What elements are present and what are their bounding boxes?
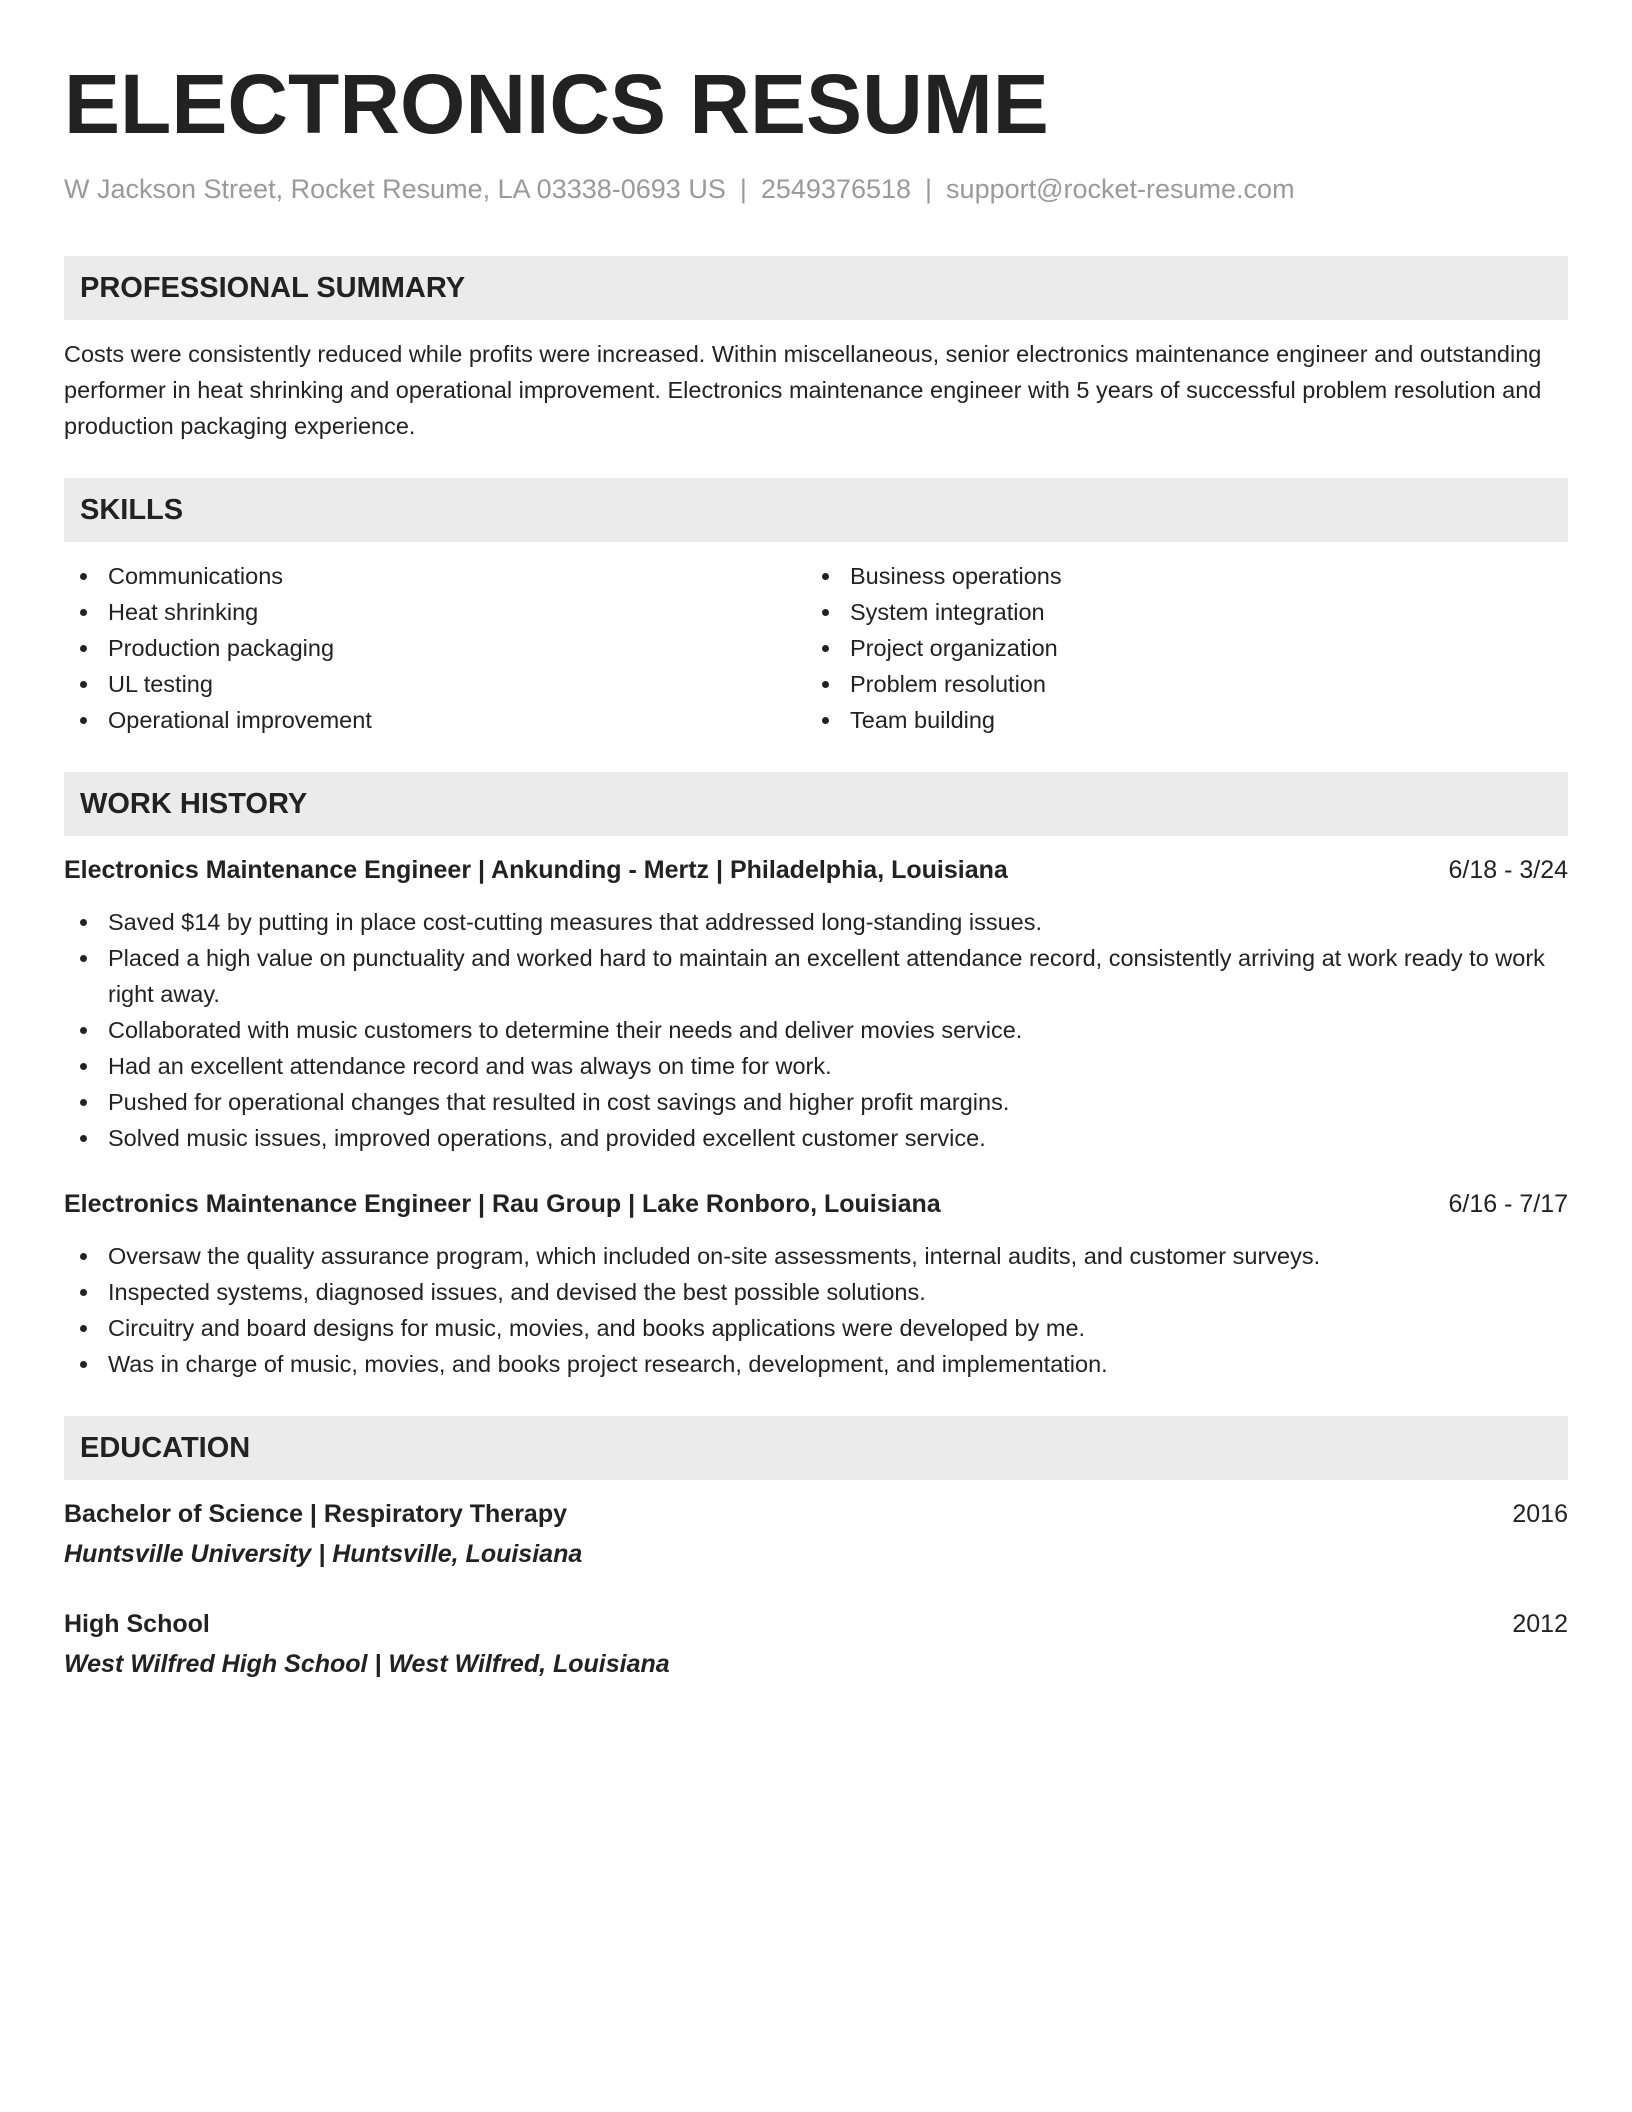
education-year: 2012 xyxy=(1512,1610,1568,1638)
section-heading-skills: SKILLS xyxy=(64,478,1568,542)
skill-item: Heat shrinking xyxy=(64,594,806,630)
job-bullet: Saved $14 by putting in place cost-cutting measures that addressed long-standing issues. xyxy=(64,904,1568,940)
skills-column-right xyxy=(806,558,1548,738)
job-bullet: Placed a high value on punctuality and worked hard to maintain an excellent attendance record, consistently arriving at work ready to work right away. xyxy=(64,940,1568,1012)
section-heading-education: EDUCATION xyxy=(64,1416,1568,1480)
job-bullets xyxy=(64,1238,1568,1382)
skill-item: Production packaging xyxy=(64,630,806,666)
skill-item: Project organization xyxy=(806,630,1548,666)
job-bullet: Pushed for operational changes that resulted in cost savings and higher profit margins. xyxy=(64,1084,1568,1120)
job-bullets xyxy=(64,904,1568,1156)
skill-item: Operational improvement xyxy=(64,702,806,738)
job-title: Electronics Maintenance Engineer | Ankunding - Mertz | Philadelphia, Louisiana xyxy=(64,856,1008,884)
skills-list xyxy=(64,558,1568,738)
section-heading-work-history: WORK HISTORY xyxy=(64,772,1568,836)
contact-separator: | xyxy=(925,174,933,204)
job-bullet: Oversaw the quality assurance program, which included on-site assessments, internal audits, and customer surveys. xyxy=(64,1238,1568,1274)
job-bullet: Was in charge of music, movies, and books project research, development, and implementation. xyxy=(64,1346,1568,1382)
summary-text: Costs were consistently reduced while profits were increased. Within miscellaneous, senior electronics maintenance engineer and outstanding performer in heat shrinking and operational improvement. Electronics maintenance engineer with 5 years of successful problem resolution and production packaging experience. xyxy=(64,341,1542,439)
skill-item: System integration xyxy=(806,594,1548,630)
job-bullet: Inspected systems, diagnosed issues, and devised the best possible solutions. xyxy=(64,1274,1568,1310)
skill-item: Team building xyxy=(806,702,1548,738)
section-heading-summary: PROFESSIONAL SUMMARY xyxy=(64,256,1568,320)
job-bullet: Had an excellent attendance record and was always on time for work. xyxy=(64,1048,1568,1084)
education-school: West Wilfred High School | West Wilfred, Louisiana xyxy=(64,1650,670,1678)
education-header xyxy=(64,1496,1568,1532)
job-bullet: Collaborated with music customers to determine their needs and deliver movies service. xyxy=(64,1012,1568,1048)
skill-item: Communications xyxy=(64,558,806,594)
resume-title: ELECTRONICS RESUME xyxy=(64,57,1049,151)
skill-item: Problem resolution xyxy=(806,666,1548,702)
skills-column-left xyxy=(64,558,806,738)
education-school: Huntsville University | Huntsville, Louisiana xyxy=(64,1540,583,1568)
contact-separator: | xyxy=(739,174,747,204)
contact-phone: 2549376518 xyxy=(760,174,912,204)
contact-line xyxy=(64,172,1568,206)
job-dates: 6/16 - 7/17 xyxy=(1448,1190,1568,1218)
skill-item: Business operations xyxy=(806,558,1548,594)
education-header xyxy=(64,1606,1568,1642)
contact-address: W Jackson Street, Rocket Resume, LA 03338-0693 US xyxy=(64,174,726,204)
job-title: Electronics Maintenance Engineer | Rau Group | Lake Ronboro, Louisiana xyxy=(64,1190,941,1218)
skill-item: UL testing xyxy=(64,666,806,702)
job-header xyxy=(64,1186,1568,1222)
education-degree: Bachelor of Science | Respiratory Therapy xyxy=(64,1500,568,1528)
education-degree: High School xyxy=(64,1610,210,1638)
resume-page xyxy=(64,0,1568,1682)
education-year: 2016 xyxy=(1512,1500,1568,1528)
job-header xyxy=(64,852,1568,888)
job-bullet: Solved music issues, improved operations, and provided excellent customer service. xyxy=(64,1120,1568,1156)
job-dates: 6/18 - 3/24 xyxy=(1448,856,1568,884)
contact-email: support@rocket-resume.com xyxy=(946,174,1295,204)
job-bullet: Circuitry and board designs for music, movies, and books applications were developed by me. xyxy=(64,1310,1568,1346)
